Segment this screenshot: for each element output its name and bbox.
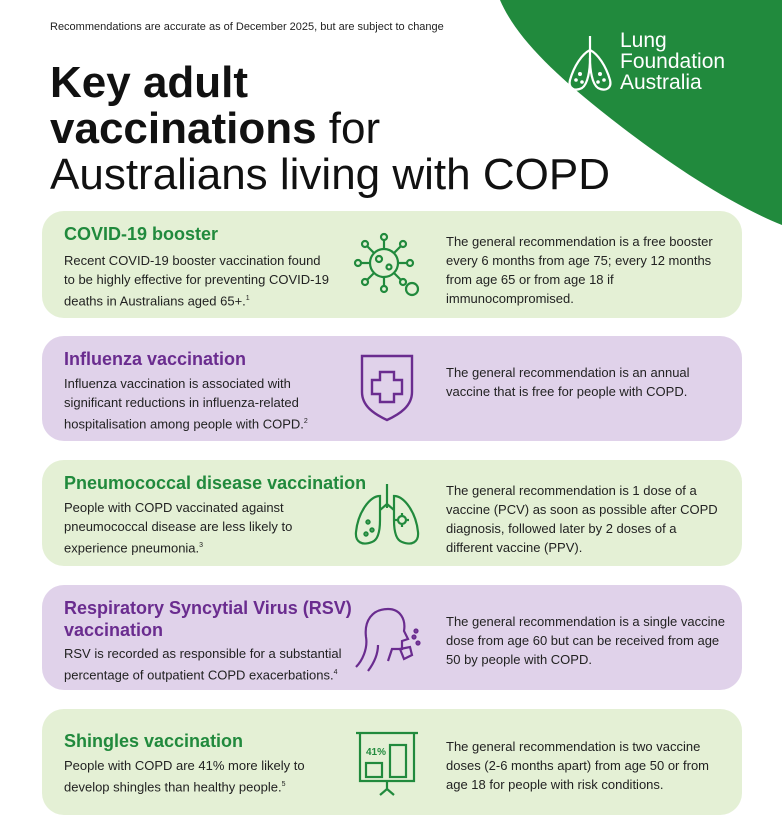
footnote: 4 [333,669,338,676]
card-left-text [64,251,334,310]
logo-line-2: Foundation [620,50,726,73]
card-left-body: RSV is recorded as responsible for a substantial percentage of outpatient COPD exacerbations. [64,646,342,683]
card-covid-booster [42,211,742,318]
card-right-text: The general recommendation is a free booster every 6 months from age 75; every 12 months from age 65 or from age 18 if immunocompromised. [446,234,713,306]
card-heading: COVID-19 booster [64,224,219,244]
title-line-2 [50,106,610,152]
card-heading: Shingles vaccination [64,731,244,751]
title-line-1: Key adult [50,58,249,107]
chart-percent-label: 41% [366,747,387,758]
card-heading: Pneumococcal disease vaccination [64,473,367,493]
card-right-text: The general recommendation is an annual vaccine that is free for people with COPD. [446,365,690,399]
bar-chart-board-icon [352,727,422,797]
card-right-text: The general recommendation is a single vaccine dose from age 60 but can be received from age 50 by people with COPD. [446,614,725,667]
card-influenza [42,336,742,441]
lungs-icon [352,480,422,550]
title-line-2-rest: for [316,104,381,153]
logo-wordmark [620,30,725,93]
card-left-body: People with COPD are 41% more likely to develop shingles than healthy people. [64,758,305,795]
card-right-text: The general recommendation is 1 dose of a vaccine (PCV) as soon as possible after COPD diagnosis, followed later by 2 doses of a different vaccine (PPV). [446,483,718,555]
coughing-person-icon [352,605,422,675]
shield-cross-icon [352,352,422,422]
card-left-text [64,374,334,433]
card-left-body: People with COPD vaccinated against pneumococcal disease are less likely to experience pneumonia. [64,500,293,556]
footnote: 3 [199,542,204,549]
card-rsv [42,585,742,690]
virus-icon [352,229,422,299]
footnote: 1 [245,295,250,302]
card-right-text: The general recommendation is two vaccine doses (2-6 months apart) from age 50 or from age 18 for people with risk conditions. [446,739,710,792]
card-heading: Influenza vaccination [64,349,247,369]
card-shingles [42,709,742,815]
logo-line-1: Lung [620,29,667,52]
card-left-text [64,498,334,557]
card-left-body: Recent COVID-19 booster vaccination found to be highly effective for preventing COVID-19 deaths in Australians aged 65+. [64,253,329,309]
disclaimer: Recommendations are accurate as of December 2025, but are subject to change [50,21,444,33]
page-title [50,60,610,198]
title-line-2-bold: vaccinations [50,104,317,153]
card-left-text [64,644,364,684]
footnote: 5 [281,781,286,788]
card-pneumococcal [42,460,742,566]
logo-line-3: Australia [620,71,702,94]
card-left-body: Influenza vaccination is associated with significant reductions in influenza-related hospitalisation among people with COPD. [64,376,304,432]
title-line-3: Australians living with COPD [50,150,610,199]
card-heading: Respiratory Syncytial Virus (RSV) vaccination [64,598,352,640]
card-left-text [64,756,334,796]
footnote: 2 [303,418,308,425]
